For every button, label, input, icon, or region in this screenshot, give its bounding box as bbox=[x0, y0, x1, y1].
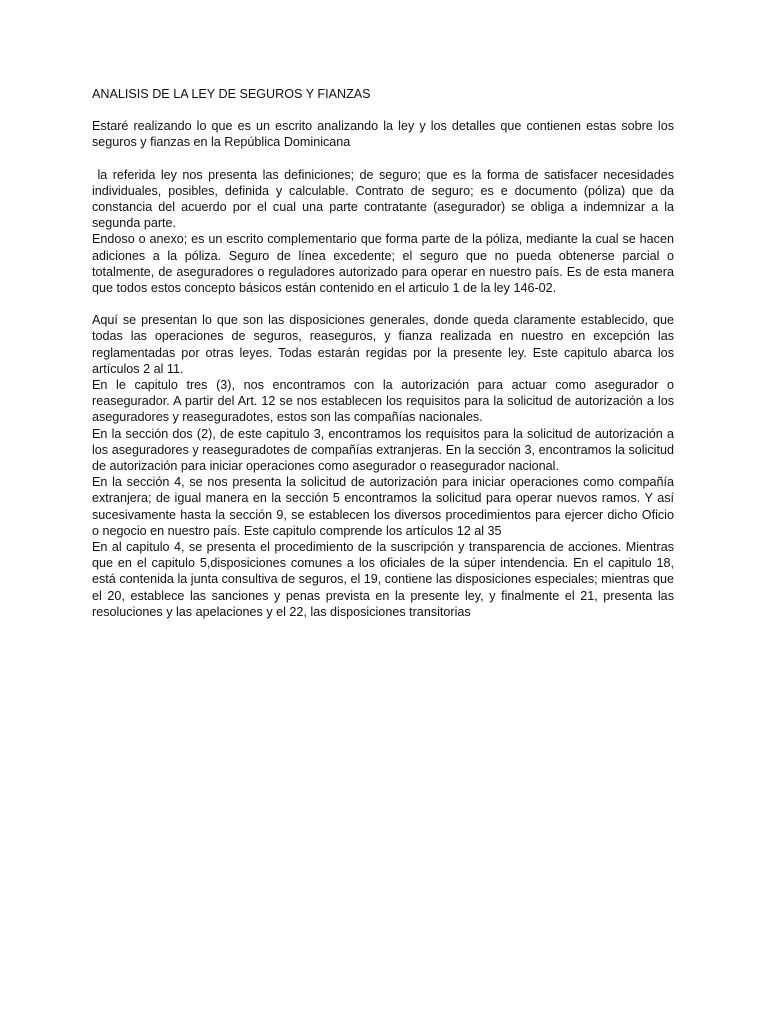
paragraph-definitions: la referida ley nos presenta las definiciones; de seguro; que es la forma de satisfacer necesidades individuales, posibles, definida y calculable. Contrato de seguro; es e documento (póliza) que da constancia del acuerdo por el cual una parte contratante (asegurador) se obliga a indemnizar a la segunda parte. bbox=[92, 167, 678, 231]
paragraph-spacer bbox=[92, 151, 674, 167]
paragraph-spacer bbox=[92, 296, 674, 312]
paragraph-endoso: Endoso o anexo; es un escrito complementario que forma parte de la póliza, mediante la cual se hacen adiciones a la póliza. Seguro de línea excedente; el seguro que no pueda obtenerse parcial o totalmente, de aseguradores o reguladores autorizado para operar en nuestro país. Es de esta manera que todos estos concepto básicos están contenido en el articulo 1 de la ley 146-02. bbox=[92, 232, 674, 296]
document-page bbox=[92, 86, 678, 620]
paragraph-seccion-dos: En la sección dos (2), de este capitulo 3, encontramos los requisitos para la solicitud de autorización a los aseguradores y reaseguradotes de compañías extranjeras. En la sección 3, encontramos la solicitud de autorización para iniciar operaciones como asegurador o reasegurador nacional. bbox=[92, 426, 674, 474]
paragraph-disposiciones-generales: Aquí se presentan lo que son las disposiciones generales, donde queda claramente establecido, que todas las operaciones de seguros, reaseguros, y fianza realizada en nuestro en excepción las reglamentadas por otras leyes. Todas estarán regidas por la presente ley. Este capitulo abarca los artículos 2 al 11. bbox=[92, 313, 674, 376]
paragraph-capitulo-cuatro: En al capitulo 4, se presenta el procedimiento de la suscripción y transparencia de acciones. Mientras que en el capitulo 5,disposiciones comunes a los oficiales de la súper intendencia. En el capitulo 18, está contenida la junta consultiva de seguros, el 19, contiene las disposiciones especiales; mientras que el 20, establece las sanciones y penas prevista en la presente ley, y finalmente el 21, presenta las resoluciones y las apelaciones y el 22, las disposiciones transitorias bbox=[92, 540, 674, 619]
paragraph-intro: Estaré realizando lo que es un escrito analizando la ley y los detalles que contienen estas sobre los seguros y fianzas en la República Dominicana bbox=[92, 119, 674, 150]
paragraph-seccion-cuatro: En la sección 4, se nos presenta la solicitud de autorización para iniciar operaciones como compañía extranjera; de igual manera en la sección 5 encontramos la solicitud para operar nuevos ramos. Y así sucesivamente hasta la sección 9, se establecen los diversos procedimientos para ejercer dicho Oficio o negocio en nuestro país. Este capitulo comprende los artículos 12 al 35 bbox=[92, 475, 674, 538]
paragraph-capitulo-tres: En le capitulo tres (3), nos encontramos con la autorización para actuar como asegurador o reasegurador. A partir del Art. 12 se nos establecen los requisitos para la solicitud de autorización a los aseguradores y reaseguradotes, estos son las compañías nacionales. bbox=[92, 378, 674, 425]
document-title: ANALISIS DE LA LEY DE SEGUROS Y FIANZAS bbox=[92, 87, 371, 101]
